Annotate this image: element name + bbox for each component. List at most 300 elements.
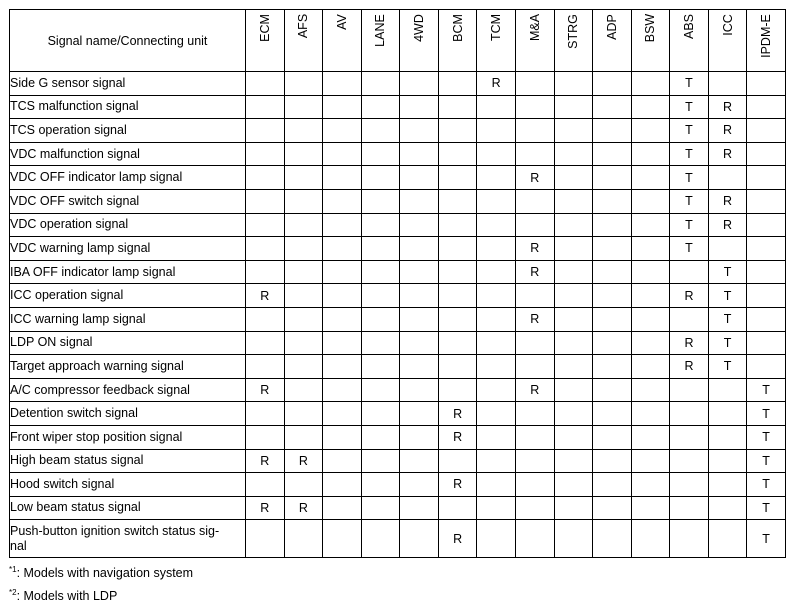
role-cell xyxy=(554,119,593,143)
role-cell xyxy=(361,449,400,473)
role-cell xyxy=(477,378,516,402)
signal-name-line: Push-button ignition switch status sig- xyxy=(10,523,220,538)
role-cell xyxy=(554,473,593,497)
role-cell xyxy=(284,189,323,213)
role-cell xyxy=(670,473,709,497)
table-row xyxy=(10,449,786,473)
role-cell xyxy=(708,402,747,426)
table-row xyxy=(10,378,786,402)
role-cell: T xyxy=(708,307,747,331)
role-cell xyxy=(631,284,670,308)
role-cell xyxy=(554,402,593,426)
role-cell xyxy=(631,95,670,119)
role-cell xyxy=(323,331,362,355)
role-cell xyxy=(323,449,362,473)
role-cell xyxy=(670,449,709,473)
role-cell xyxy=(284,119,323,143)
signal-name-cell: VDC OFF indicator lamp signal xyxy=(10,166,246,190)
table-row xyxy=(10,307,786,331)
role-cell xyxy=(400,284,439,308)
role-cell xyxy=(438,119,477,143)
column-header-label: BCM xyxy=(450,14,465,42)
role-cell xyxy=(361,425,400,449)
role-cell xyxy=(400,213,439,237)
table-header-row xyxy=(10,10,786,72)
role-cell xyxy=(323,284,362,308)
role-cell xyxy=(246,189,285,213)
role-cell xyxy=(708,166,747,190)
role-cell xyxy=(670,402,709,426)
role-cell xyxy=(361,331,400,355)
role-cell: R xyxy=(515,166,554,190)
role-cell xyxy=(400,473,439,497)
role-cell xyxy=(284,378,323,402)
column-header xyxy=(477,10,516,72)
role-cell: T xyxy=(747,449,786,473)
role-cell xyxy=(708,473,747,497)
role-cell xyxy=(593,520,632,558)
role-cell xyxy=(323,213,362,237)
role-cell xyxy=(323,307,362,331)
signal-name-cell: VDC malfunction signal xyxy=(10,142,246,166)
role-cell xyxy=(554,425,593,449)
role-cell: R xyxy=(246,449,285,473)
table-row xyxy=(10,237,786,261)
role-cell xyxy=(246,213,285,237)
role-cell: R xyxy=(708,213,747,237)
role-cell xyxy=(361,72,400,96)
role-cell: T xyxy=(670,119,709,143)
table-row xyxy=(10,189,786,213)
role-cell xyxy=(246,237,285,261)
role-cell xyxy=(400,142,439,166)
role-cell xyxy=(246,95,285,119)
role-cell xyxy=(438,331,477,355)
column-header xyxy=(670,10,709,72)
column-header xyxy=(708,10,747,72)
role-cell xyxy=(593,260,632,284)
role-cell xyxy=(670,260,709,284)
role-cell xyxy=(400,355,439,379)
role-cell xyxy=(708,237,747,261)
role-cell xyxy=(246,520,285,558)
signal-name-header: Signal name/Connecting unit xyxy=(10,10,246,72)
role-cell xyxy=(477,189,516,213)
role-cell xyxy=(438,307,477,331)
role-cell: R xyxy=(708,189,747,213)
signal-name-cell: VDC OFF switch signal xyxy=(10,189,246,213)
role-cell xyxy=(438,496,477,520)
role-cell xyxy=(515,402,554,426)
role-cell xyxy=(554,331,593,355)
role-cell: R xyxy=(246,378,285,402)
signal-name-cell: Front wiper stop position signal xyxy=(10,425,246,449)
role-cell xyxy=(477,520,516,558)
role-cell: T xyxy=(708,331,747,355)
role-cell xyxy=(593,119,632,143)
table-row xyxy=(10,284,786,308)
role-cell: T xyxy=(708,260,747,284)
role-cell xyxy=(477,95,516,119)
column-header-label: 4WD xyxy=(412,14,427,42)
role-cell: R xyxy=(438,520,477,558)
role-cell xyxy=(631,213,670,237)
role-cell xyxy=(323,378,362,402)
role-cell xyxy=(670,307,709,331)
role-cell xyxy=(747,189,786,213)
role-cell xyxy=(554,189,593,213)
signal-name-cell: TCS operation signal xyxy=(10,119,246,143)
role-cell xyxy=(593,449,632,473)
column-header xyxy=(515,10,554,72)
role-cell xyxy=(400,260,439,284)
role-cell: R xyxy=(438,425,477,449)
role-cell: R xyxy=(438,473,477,497)
role-cell xyxy=(361,284,400,308)
role-cell xyxy=(708,72,747,96)
role-cell xyxy=(670,378,709,402)
role-cell xyxy=(554,307,593,331)
table-row xyxy=(10,213,786,237)
role-cell xyxy=(593,496,632,520)
signal-name-cell: IBA OFF indicator lamp signal xyxy=(10,260,246,284)
signal-name-cell: Low beam status signal xyxy=(10,496,246,520)
role-cell xyxy=(323,402,362,426)
role-cell: T xyxy=(747,425,786,449)
role-cell xyxy=(284,260,323,284)
table-row xyxy=(10,166,786,190)
role-cell xyxy=(515,449,554,473)
role-cell xyxy=(554,95,593,119)
role-cell xyxy=(361,378,400,402)
role-cell xyxy=(477,237,516,261)
role-cell: T xyxy=(708,355,747,379)
role-cell xyxy=(246,307,285,331)
role-cell xyxy=(323,95,362,119)
signal-name-cell: High beam status signal xyxy=(10,449,246,473)
footnote-ldp: $^{*2}$: Models with LDP xyxy=(9,588,118,603)
role-cell: T xyxy=(670,189,709,213)
role-cell xyxy=(593,213,632,237)
table-row xyxy=(10,331,786,355)
table-row xyxy=(10,260,786,284)
role-cell xyxy=(400,402,439,426)
role-cell: T xyxy=(708,284,747,308)
role-cell xyxy=(631,520,670,558)
role-cell xyxy=(284,425,323,449)
role-cell xyxy=(438,355,477,379)
role-cell xyxy=(477,213,516,237)
role-cell: R xyxy=(246,284,285,308)
role-cell xyxy=(284,284,323,308)
role-cell xyxy=(593,284,632,308)
role-cell xyxy=(554,142,593,166)
role-cell xyxy=(593,72,632,96)
role-cell xyxy=(246,402,285,426)
role-cell: R xyxy=(670,331,709,355)
role-cell xyxy=(246,72,285,96)
column-header-label: ECM xyxy=(257,14,272,42)
signal-name-cell: Side G sensor signal xyxy=(10,72,246,96)
role-cell xyxy=(477,119,516,143)
role-cell xyxy=(515,72,554,96)
role-cell xyxy=(284,520,323,558)
role-cell xyxy=(477,166,516,190)
role-cell xyxy=(400,520,439,558)
column-header-label: TCM xyxy=(489,13,504,42)
table-row xyxy=(10,95,786,119)
role-cell xyxy=(284,237,323,261)
role-cell xyxy=(361,237,400,261)
role-cell xyxy=(438,142,477,166)
role-cell: R xyxy=(246,496,285,520)
role-cell xyxy=(438,260,477,284)
role-cell xyxy=(246,119,285,143)
role-cell xyxy=(554,260,593,284)
role-cell xyxy=(284,307,323,331)
column-header xyxy=(554,10,593,72)
signal-name-cell: ICC warning lamp signal xyxy=(10,307,246,331)
role-cell xyxy=(323,237,362,261)
role-cell xyxy=(593,425,632,449)
role-cell xyxy=(438,72,477,96)
role-cell xyxy=(554,355,593,379)
role-cell xyxy=(323,166,362,190)
role-cell xyxy=(323,473,362,497)
role-cell xyxy=(400,189,439,213)
role-cell xyxy=(477,496,516,520)
role-cell xyxy=(323,355,362,379)
role-cell xyxy=(477,449,516,473)
role-cell xyxy=(361,496,400,520)
role-cell: T xyxy=(747,378,786,402)
role-cell xyxy=(747,95,786,119)
role-cell xyxy=(593,473,632,497)
role-cell xyxy=(554,496,593,520)
role-cell xyxy=(631,166,670,190)
role-cell: R xyxy=(284,449,323,473)
role-cell xyxy=(593,331,632,355)
role-cell xyxy=(400,307,439,331)
signal-name-line: nal xyxy=(10,538,27,553)
role-cell xyxy=(284,142,323,166)
table-body xyxy=(10,72,786,558)
role-cell xyxy=(477,402,516,426)
role-cell: T xyxy=(747,496,786,520)
signal-name-cell: Hood switch signal xyxy=(10,473,246,497)
role-cell: R xyxy=(438,402,477,426)
footnote-navigation: $^{*1}$: Models with navigation system xyxy=(9,565,194,580)
column-header xyxy=(593,10,632,72)
role-cell xyxy=(438,189,477,213)
role-cell xyxy=(438,284,477,308)
role-cell xyxy=(361,520,400,558)
role-cell: R xyxy=(708,142,747,166)
role-cell xyxy=(515,95,554,119)
column-header-label: AFS xyxy=(296,13,311,39)
role-cell xyxy=(631,307,670,331)
role-cell: R xyxy=(515,237,554,261)
role-cell xyxy=(361,166,400,190)
column-header xyxy=(361,10,400,72)
role-cell xyxy=(593,189,632,213)
signal-name-cell: Detention switch signal xyxy=(10,402,246,426)
role-cell xyxy=(515,496,554,520)
role-cell xyxy=(246,331,285,355)
role-cell xyxy=(515,284,554,308)
role-cell xyxy=(400,425,439,449)
role-cell xyxy=(284,402,323,426)
role-cell xyxy=(670,496,709,520)
role-cell xyxy=(708,449,747,473)
role-cell xyxy=(593,95,632,119)
table-row xyxy=(10,142,786,166)
can-signal-table xyxy=(9,9,786,558)
role-cell xyxy=(631,331,670,355)
column-header xyxy=(246,10,285,72)
role-cell xyxy=(515,189,554,213)
role-cell xyxy=(708,425,747,449)
role-cell xyxy=(593,237,632,261)
role-cell: T xyxy=(747,473,786,497)
role-cell xyxy=(631,496,670,520)
role-cell xyxy=(631,72,670,96)
signal-name-cell: ICC operation signal xyxy=(10,284,246,308)
role-cell xyxy=(554,237,593,261)
role-cell: T xyxy=(747,402,786,426)
role-cell xyxy=(438,237,477,261)
column-header-label: AV xyxy=(334,14,349,30)
column-header xyxy=(631,10,670,72)
role-cell xyxy=(400,95,439,119)
role-cell xyxy=(631,355,670,379)
table-row xyxy=(10,496,786,520)
role-cell xyxy=(747,355,786,379)
role-cell xyxy=(631,378,670,402)
column-header-label: ICC xyxy=(720,14,735,36)
table-row xyxy=(10,473,786,497)
role-cell xyxy=(323,119,362,143)
role-cell xyxy=(747,307,786,331)
role-cell xyxy=(400,331,439,355)
column-header-label: M&A xyxy=(527,13,542,42)
role-cell xyxy=(515,520,554,558)
role-cell xyxy=(246,142,285,166)
signal-name-cell: VDC operation signal xyxy=(10,213,246,237)
role-cell xyxy=(361,119,400,143)
role-cell: R xyxy=(670,355,709,379)
role-cell xyxy=(631,473,670,497)
role-cell xyxy=(747,284,786,308)
role-cell xyxy=(361,355,400,379)
role-cell xyxy=(554,72,593,96)
role-cell xyxy=(361,402,400,426)
role-cell xyxy=(477,331,516,355)
role-cell xyxy=(631,237,670,261)
role-cell xyxy=(631,260,670,284)
role-cell xyxy=(246,355,285,379)
role-cell: T xyxy=(670,166,709,190)
table-row xyxy=(10,72,786,96)
signal-name-cell: Target approach warning signal xyxy=(10,355,246,379)
role-cell xyxy=(438,95,477,119)
role-cell xyxy=(361,307,400,331)
role-cell xyxy=(747,72,786,96)
role-cell xyxy=(400,72,439,96)
role-cell xyxy=(477,284,516,308)
role-cell: R xyxy=(515,378,554,402)
role-cell xyxy=(708,520,747,558)
role-cell xyxy=(284,473,323,497)
role-cell xyxy=(515,355,554,379)
role-cell xyxy=(400,449,439,473)
role-cell xyxy=(747,260,786,284)
role-cell xyxy=(747,213,786,237)
role-cell xyxy=(593,378,632,402)
role-cell: R xyxy=(515,307,554,331)
role-cell xyxy=(477,473,516,497)
role-cell xyxy=(515,473,554,497)
role-cell xyxy=(323,142,362,166)
role-cell xyxy=(246,425,285,449)
column-header-label: LANE xyxy=(373,14,388,47)
role-cell xyxy=(284,331,323,355)
role-cell xyxy=(631,449,670,473)
role-cell xyxy=(400,378,439,402)
column-header-label: ABS xyxy=(681,13,696,40)
role-cell xyxy=(246,166,285,190)
role-cell xyxy=(323,72,362,96)
column-header-label: STRG xyxy=(566,14,581,49)
role-cell: T xyxy=(747,520,786,558)
role-cell xyxy=(361,260,400,284)
table-row xyxy=(10,520,786,558)
role-cell xyxy=(631,402,670,426)
role-cell xyxy=(323,520,362,558)
role-cell xyxy=(438,166,477,190)
role-cell xyxy=(554,166,593,190)
role-cell: T xyxy=(670,72,709,96)
role-cell xyxy=(554,378,593,402)
role-cell xyxy=(747,237,786,261)
column-header xyxy=(747,10,786,72)
role-cell xyxy=(515,213,554,237)
role-cell xyxy=(323,496,362,520)
role-cell xyxy=(361,142,400,166)
role-cell xyxy=(246,473,285,497)
role-cell xyxy=(593,355,632,379)
role-cell xyxy=(515,331,554,355)
role-cell xyxy=(631,142,670,166)
role-cell: R xyxy=(708,119,747,143)
role-cell xyxy=(400,166,439,190)
role-cell xyxy=(631,425,670,449)
role-cell xyxy=(284,95,323,119)
role-cell xyxy=(670,520,709,558)
role-cell xyxy=(515,119,554,143)
role-cell xyxy=(593,142,632,166)
role-cell xyxy=(593,166,632,190)
role-cell xyxy=(400,496,439,520)
role-cell xyxy=(323,260,362,284)
role-cell xyxy=(747,166,786,190)
role-cell xyxy=(323,189,362,213)
table-row xyxy=(10,402,786,426)
role-cell xyxy=(361,189,400,213)
role-cell xyxy=(361,473,400,497)
role-cell xyxy=(361,213,400,237)
role-cell xyxy=(284,166,323,190)
